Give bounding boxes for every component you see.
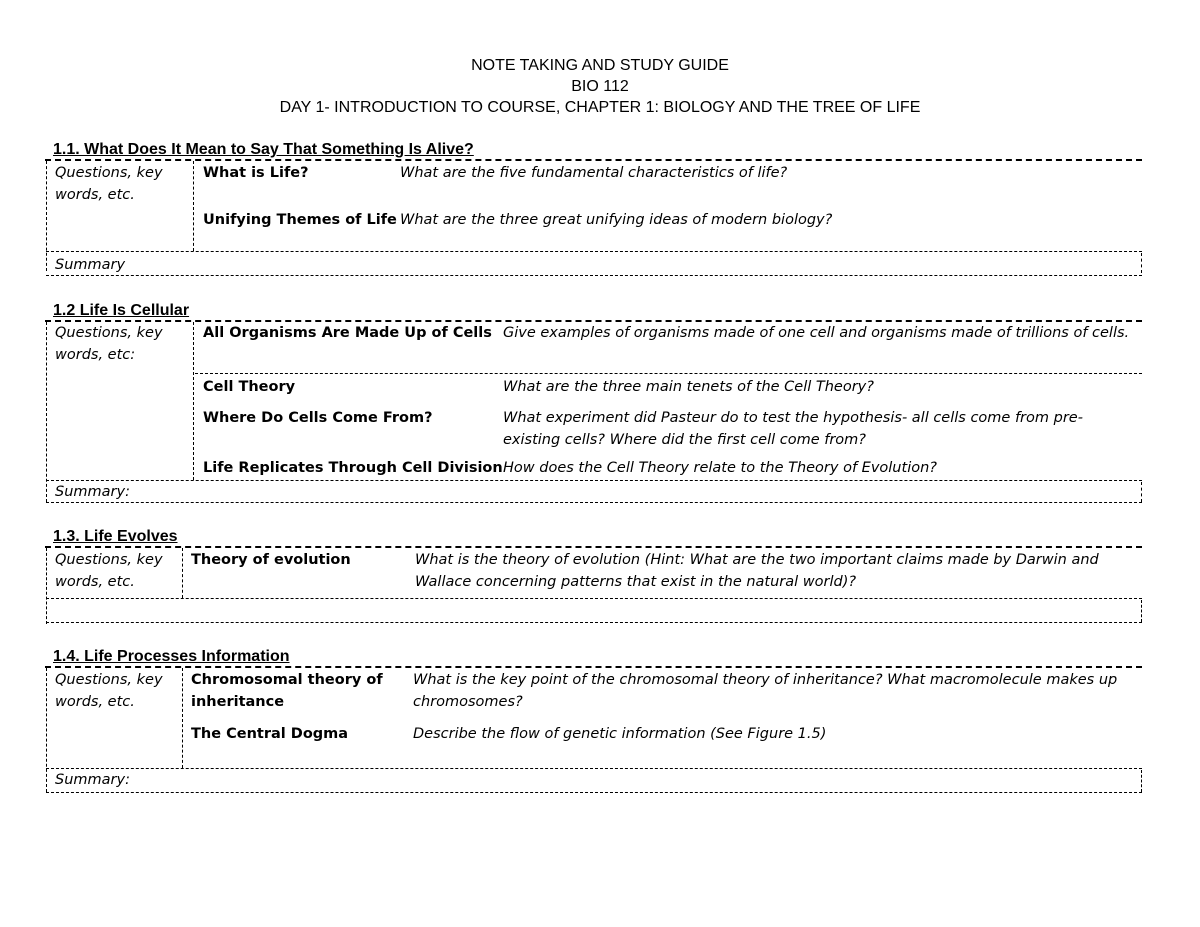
summary-divider — [46, 768, 1142, 769]
topic-label: Life Replicates Through Cell Division — [203, 460, 503, 476]
section-bottom-border — [46, 275, 1142, 276]
section-title: 1.4. Life Processes Information — [53, 648, 290, 665]
question-text: What is the theory of evolution (Hint: What are the two important claims made by Darwin and Wallace concerning patterns that exist in the natural world)? — [415, 552, 1099, 590]
question-text: What are the three great unifying ideas of modern biology? — [400, 212, 833, 228]
question-text: Describe the flow of genetic information (See Figure 1.5) — [413, 726, 827, 742]
topic-label: Unifying Themes of Life — [203, 212, 397, 228]
left-border — [46, 322, 47, 502]
left-border — [46, 668, 47, 792]
question-text: What are the five fundamental characteristics of life? — [400, 165, 788, 181]
question-text: Give examples of organisms made of one cell and organisms made of trillions of cells. — [503, 325, 1130, 341]
summary-label: Summary: — [55, 772, 130, 788]
doc-title: NOTE TAKING AND STUDY GUIDE — [471, 57, 729, 74]
question-text: How does the Cell Theory relate to the Theory of Evolution? — [503, 460, 937, 476]
left-label: Questions, key words, etc. — [55, 165, 163, 203]
right-border — [1141, 770, 1142, 792]
summary-divider — [46, 598, 1142, 599]
question-text: What is the key point of the chromosomal theory of inheritance? What macromolecule makes up chromosomes? — [413, 672, 1118, 710]
left-label: Questions, key words, etc. — [55, 672, 163, 710]
column-divider — [193, 161, 194, 251]
section-top-border — [45, 159, 1142, 161]
question-text: What experiment did Pasteur do to test the hypothesis- all cells come from pre-existing cells? Where did the first cell come from? — [503, 410, 1083, 448]
summary-label: Summary: — [55, 484, 130, 500]
topic-label: Theory of evolution — [191, 552, 351, 568]
section-title: 1.3. Life Evolves — [53, 528, 178, 545]
summary-divider — [46, 251, 1142, 252]
topic-label: Cell Theory — [203, 379, 296, 395]
topic-label: Where Do Cells Come From? — [203, 410, 433, 426]
right-border — [1141, 253, 1142, 273]
section-title: 1.2 Life Is Cellular — [53, 302, 190, 319]
left-border — [46, 548, 47, 624]
left-label: Questions, key words, etc: — [55, 325, 163, 363]
section-bottom-border — [46, 502, 1142, 503]
section-bottom-border — [46, 622, 1142, 623]
section-bottom-border — [46, 792, 1142, 793]
column-divider — [193, 322, 194, 480]
left-border — [46, 161, 47, 271]
question-text: What are the three main tenets of the Cell Theory? — [503, 379, 874, 395]
day-title: DAY 1- INTRODUCTION TO COURSE, CHAPTER 1: BIOLOGY AND THE TREE OF LIFE — [279, 99, 921, 116]
right-border — [1141, 482, 1142, 502]
summary-divider — [46, 480, 1142, 481]
right-border — [1141, 600, 1142, 622]
topic-label: What is Life? — [203, 165, 309, 181]
section-top-border — [45, 666, 1142, 668]
left-label: Questions, key words, etc. — [55, 552, 163, 590]
column-divider — [182, 548, 183, 598]
section-top-border — [45, 546, 1142, 548]
course-code: BIO 112 — [571, 78, 629, 95]
row-divider — [195, 373, 1142, 374]
section-title: 1.1. What Does It Mean to Say That Something Is Alive? — [53, 141, 474, 158]
topic-label: Chromosomal theory of inheritance — [191, 672, 383, 710]
topic-label: The Central Dogma — [191, 726, 349, 742]
column-divider — [182, 668, 183, 768]
summary-label: Summary — [55, 257, 126, 273]
topic-label: All Organisms Are Made Up of Cells — [203, 325, 492, 341]
